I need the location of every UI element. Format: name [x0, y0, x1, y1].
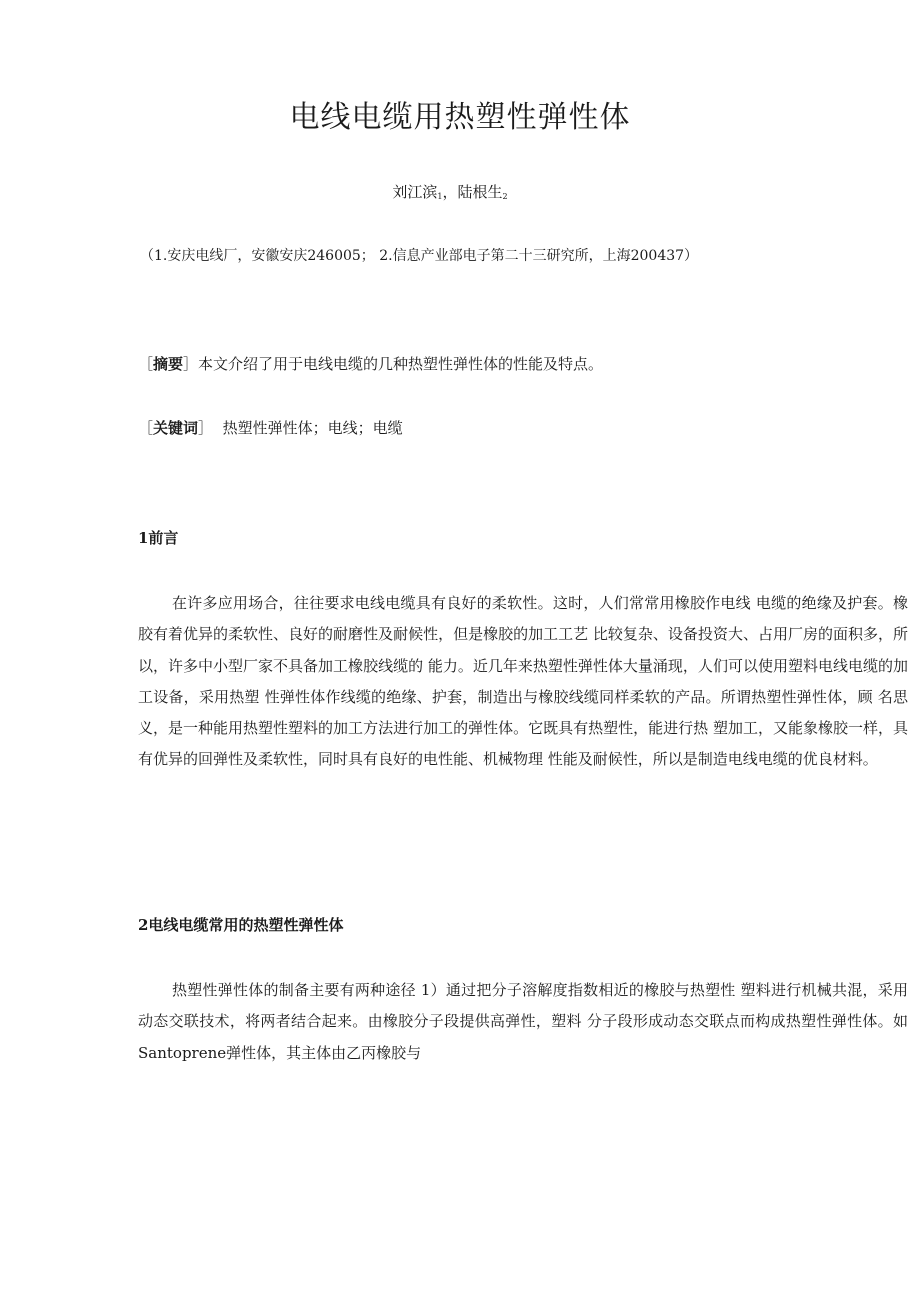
- abstract-label: 摘要: [153, 355, 184, 373]
- author-line: [0, 180, 900, 209]
- paper-title: 电线电缆用热塑性弹性体: [289, 100, 631, 135]
- author-separator: ，: [442, 183, 458, 201]
- section-paragraph-introduction: 在许多应用场合，往往要求电线电缆具有良好的柔软性。这时，人们常常用橡胶作电线 电缆的绝缘及护套。橡胶有着优异的柔软性、良好的耐磨性及耐候性，但是橡胶的加工工艺 比较复杂、设备投资大、占用厂房的面积多，所以，许多中小型厂家不具备加工橡胶线缆的 能力。近几年来热塑性弹性体大量涌现，人们可以使用塑料电线电缆的加工设备，采用热塑 性弹性体作线缆的绝缘、护套，制造出与橡胶线缆同样柔软的产品。所谓热塑性弹性体，顾 名思义，是一种能用热塑性塑料的加工方法进行加工的弹性体。它既具有热塑性，能进行热 塑加工，又能象橡胶一样，具有优异的回弹性及柔软性，同时具有良好的电性能、机械物理 性能及耐候性，所以是制造电线电缆的优良材料。: [138, 594, 908, 769]
- author-name: 刘江滨: [392, 183, 438, 201]
- affiliation-line: （1.安庆电线厂，安徽安庆246005； 2.信息产业部电子第二十三研究所，上海200437）: [140, 248, 699, 264]
- abstract-open-bracket: ［: [138, 355, 154, 373]
- keywords-open-bracket: ［: [138, 419, 154, 437]
- keywords-text: 热塑性弹性体；电线；电缆: [222, 419, 403, 437]
- keywords-close-bracket: ］: [198, 419, 214, 437]
- abstract-close-bracket: ］: [183, 355, 199, 373]
- abstract-text: 本文介绍了用于电线电缆的几种热塑性弹性体的性能及特点。: [198, 355, 604, 373]
- section-paragraph-elastomers: 热塑性弹性体的制备主要有两种途径 1）通过把分子溶解度指数相近的橡胶与热塑性 塑料进行机械共混，采用动态交联技术，将两者结合起来。由橡胶分子段提供高弹性，塑料 分子段形成动态交联点而构成热塑性弹性体。如Santoprene弹性体，其主体由乙丙橡胶与: [138, 981, 908, 1062]
- section-heading-introduction: 1前言: [138, 529, 179, 547]
- affiliation-marker: 2: [502, 192, 508, 201]
- keywords-label: 关键词: [153, 419, 199, 437]
- section-heading-elastomers: 2电线电缆常用的热塑性弹性体: [138, 916, 344, 934]
- abstract: [138, 351, 603, 377]
- affiliation-marker: 1: [437, 192, 443, 201]
- keywords: [138, 415, 403, 441]
- author-name: 陆根生: [457, 183, 503, 201]
